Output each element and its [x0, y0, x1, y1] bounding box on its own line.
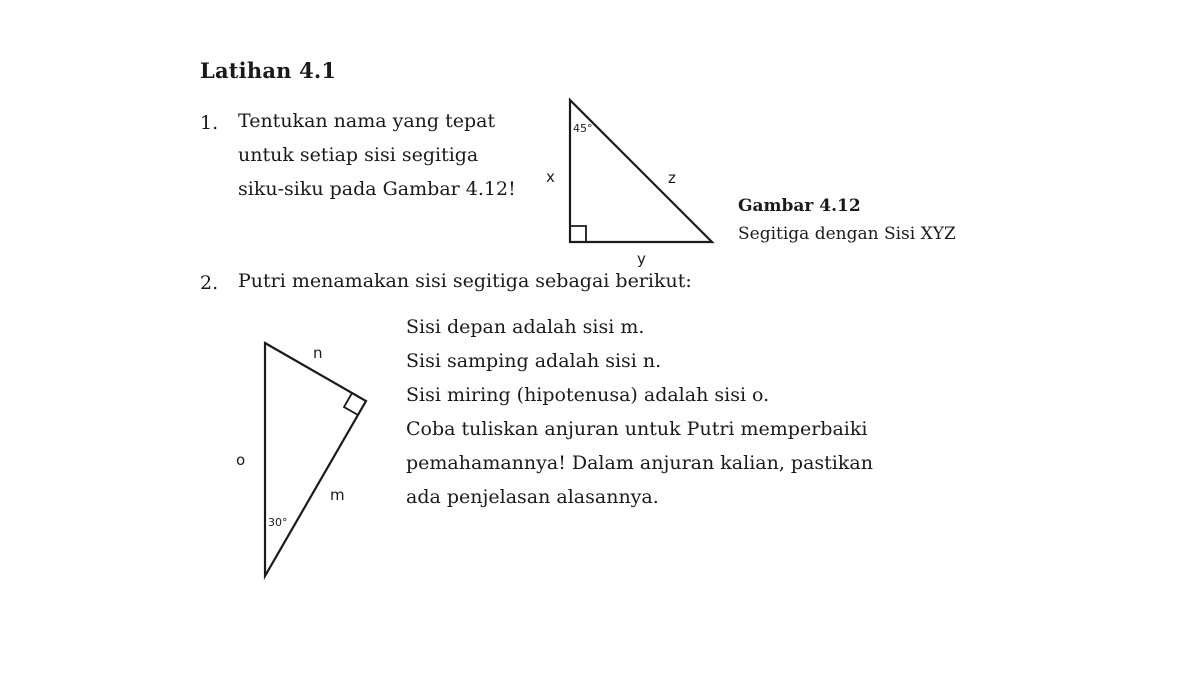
question-1-line: siku-siku pada Gambar 4.12! [238, 178, 516, 200]
side-label-m: m [330, 486, 345, 504]
question-1-line: Tentukan nama yang tepat [238, 110, 496, 132]
question-2-line: Sisi miring (hipotenusa) adalah sisi o. [406, 384, 770, 406]
triangle-xyz-figure [546, 100, 712, 268]
question-2-line: pemahamannya! Dalam anjuran kalian, pastikan [406, 452, 873, 474]
angle-label-45: 45° [573, 122, 593, 135]
question-2-line: Sisi depan adalah sisi m. [406, 316, 645, 338]
question-1-line: untuk setiap sisi segitiga [238, 144, 479, 166]
question-2-line: ada penjelasan alasannya. [406, 486, 659, 508]
side-label-n: n [313, 344, 323, 362]
right-angle-marker [570, 226, 586, 242]
triangle-mno-figure [236, 343, 366, 576]
question-2-line: Sisi samping adalah sisi n. [406, 350, 662, 372]
angle-label-30: 30° [268, 516, 288, 529]
question-1-number: 1. [200, 112, 219, 134]
figure-4-12-caption-title: Gambar 4.12 [738, 196, 861, 216]
side-label-x: x [546, 168, 555, 186]
side-label-y: y [637, 250, 646, 268]
exercise-title: Latihan 4.1 [200, 58, 337, 83]
triangle-mno-outline [265, 343, 366, 576]
figure-4-12-caption-subtitle: Segitiga dengan Sisi XYZ [738, 224, 956, 244]
question-2-intro: Putri menamakan sisi segitiga sebagai berikut: [238, 270, 692, 292]
side-label-o: o [236, 451, 246, 469]
question-2-number: 2. [200, 272, 219, 294]
side-label-z: z [668, 169, 676, 187]
question-2-line: Coba tuliskan anjuran untuk Putri memperbaiki [406, 418, 868, 440]
